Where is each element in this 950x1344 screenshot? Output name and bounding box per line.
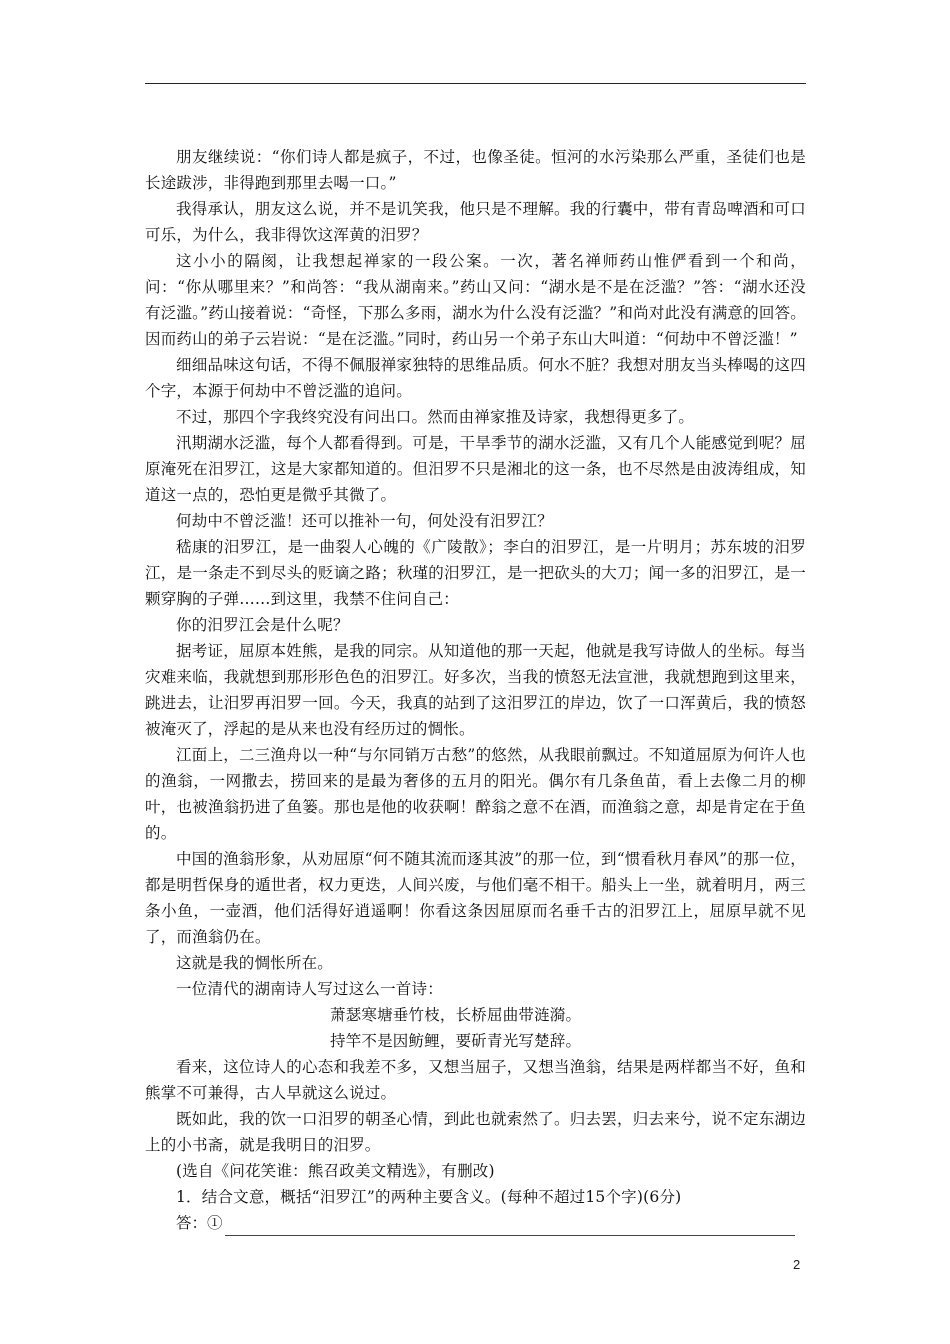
- paragraph: 何劫中不曾泛滥！还可以推补一句，何处没有汨罗江？: [176, 512, 553, 530]
- paragraph: 不过，那四个字我终究没有问出口。然而由禅家推及诗家，我想得更多了。: [176, 408, 695, 426]
- paragraph: 细细品味这句话，不得不佩服禅家独特的思维品质。何水不脏？我想对朋友当头棒喝的这四个字，本源于何劫中不曾泛滥的追问。: [145, 356, 806, 400]
- paragraph: 既如此，我的饮一口汨罗的朝圣心情，到此也就索然了。归去罢，归去来兮，说不定东湖边上的小书斋，就是我明日的汨罗。: [145, 1110, 806, 1154]
- document-body: [145, 144, 806, 1236]
- paragraph: 这小小的隔阂，让我想起禅家的一段公案。一次，著名禅师药山惟俨看到一个和尚，问：“你从哪里来？”和尚答：“我从湖南来。”药山又问：“湖水是不是在泛滥？”答：“湖水还没有泛滥。”药山接着说：“奇怪，下那么多雨，湖水为什么没有泛滥？”和尚对此没有满意的回答。因而药山的弟子云岩说：“是在泛滥。”同时，药山另一个弟子东山大叫道：“何劫中不曾泛滥！”: [145, 252, 806, 348]
- poem-line: 萧瑟寒塘垂竹枝，长桥屈曲带涟漪。: [330, 1006, 582, 1024]
- paragraph: 我得承认，朋友这么说，并不是讥笑我，他只是不理解。我的行囊中，带有青岛啤酒和可口可乐，为什么，我非得饮这浑黄的汨罗？: [145, 200, 806, 244]
- paragraph: 江面上，二三渔舟以一种“与尔同销万古愁”的悠然，从我眼前飘过。不知道屈原为何许人也的渔翁，一网撒去，捞回来的是最为奢侈的五月的阳光。偶尔有几条鱼苗，看上去像二月的柳叶，也被渔翁扔进了鱼篓。那也是他的收获啊！醉翁之意不在酒，而渔翁之意，却是肯定在于鱼的。: [145, 746, 806, 842]
- answer-line: [145, 1210, 806, 1236]
- page-number: 2: [793, 1257, 801, 1272]
- paragraph: 一位清代的湖南诗人写过这么一首诗：: [176, 980, 443, 998]
- paragraph: 看来，这位诗人的心态和我差不多，又想当屈子，又想当渔翁，结果是两样都当不好，鱼和熊掌不可兼得，古人早就这么说过。: [145, 1058, 806, 1102]
- source-citation: (选自《问花笑谁：熊召政美文精选》，有删改): [176, 1162, 495, 1180]
- paragraph: 汛期湖水泛滥，每个人都看得到。可是，干旱季节的湖水泛滥，又有几个人能感觉到呢？屈原淹死在汨罗江，这是大家都知道的。但汨罗不只是湘北的这一条，也不尽然是由波涛组成，知道这一点的，恐怕更是微乎其微了。: [145, 434, 806, 504]
- paragraph: 中国的渔翁形象，从劝屈原“何不随其流而逐其波”的那一位，到“惯看秋月春风”的那一位，都是明哲保身的遁世者，权力更迭，人间兴废，与他们毫不相干。船头上一坐，就着明月，两三条小鱼，一壶酒，他们活得好逍遥啊！你看这条因屈原而名垂千古的汨罗江上，屈原早就不见了，而渔翁仍在。: [145, 850, 806, 946]
- paragraph: 这就是我的惆怅所在。: [176, 954, 334, 972]
- poem-line: 持竿不是因鲂鲤，要斫青光写楚辞。: [330, 1032, 582, 1050]
- paragraph: 据考证，屈原本姓熊，是我的同宗。从知道他的那一天起，他就是我写诗做人的坐标。每当灾难来临，我就想到那形形色色的汨罗江。好多次，当我的愤怒无法宣泄，我就想跑到这里来，跳进去，让汨罗再汨罗一回。今天，我真的站到了这汨罗江的岸边，饮了一口浑黄后，我的愤怒被淹灭了，浮起的是从来也没有经历过的惆怅。: [145, 642, 806, 738]
- paragraph: 嵇康的汨罗江，是一曲裂人心魄的《广陵散》；李白的汨罗江，是一片明月；苏东坡的汨罗江，是一条走不到尽头的贬谪之路；秋瑾的汨罗江，是一把砍头的大刀；闻一多的汨罗江，是一颗穿胸的子弹……到这里，我禁不住问自己：: [145, 538, 806, 608]
- paragraph: 你的汨罗江会是什么呢？: [176, 616, 349, 634]
- answer-label: 答：①: [176, 1214, 223, 1232]
- header-rule: [145, 83, 806, 84]
- answer-blank[interactable]: [225, 1217, 795, 1236]
- question-1: 1．结合文意，概括“汨罗江”的两种主要含义。(每种不超过15个字)(6分): [176, 1188, 682, 1206]
- paragraph: 朋友继续说：“你们诗人都是疯子，不过，也像圣徒。恒河的水污染那么严重，圣徒们也是长途跋涉，非得跑到那里去喝一口。”: [145, 148, 806, 192]
